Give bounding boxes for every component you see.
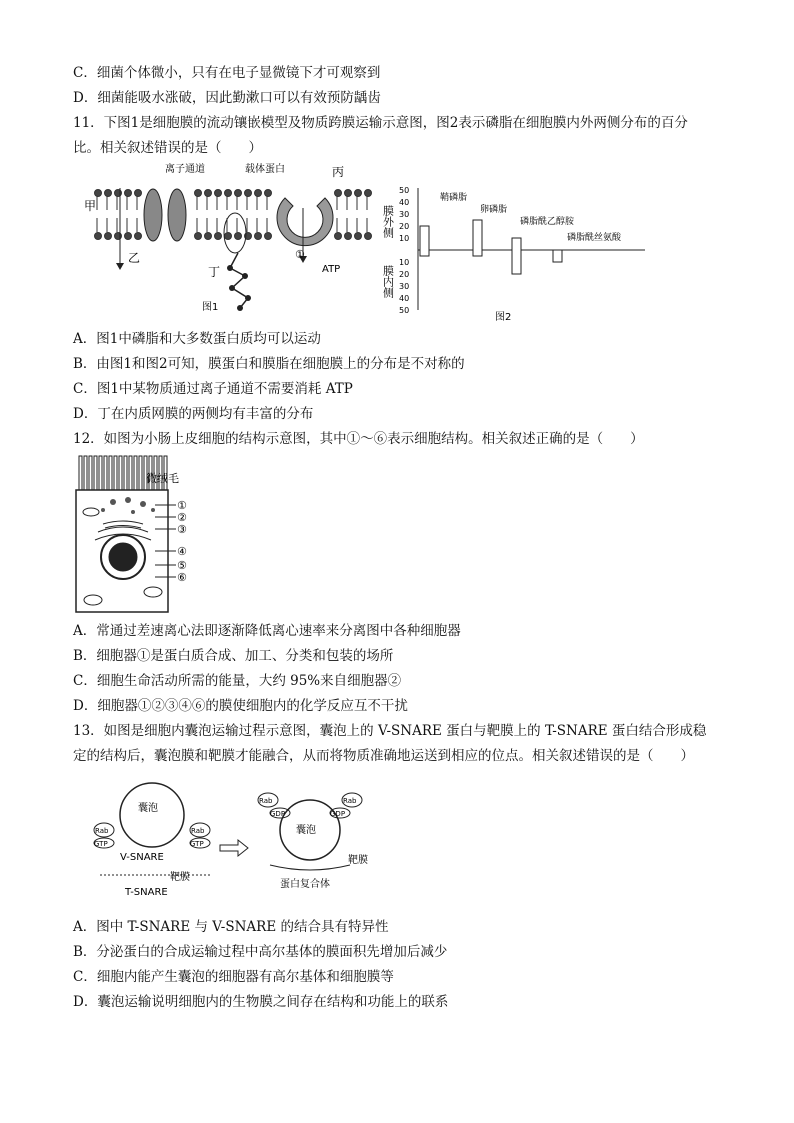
bar-0 [420, 226, 429, 256]
label-gtp-left: GTP [94, 840, 108, 848]
phospholipid-head [345, 233, 352, 240]
y-label-inner: 膜内侧 [381, 265, 395, 298]
label-rab-right-2: Rab [343, 797, 357, 805]
phospholipid-head [365, 190, 372, 197]
ion-channel-left-half [144, 189, 162, 241]
y-label-outer: 膜外侧 [381, 205, 395, 238]
q12-stem: 12．如图为小肠上皮细胞的结构示意图，其中①～⑥表示细胞结构。相关叙述正确的是（ ） [73, 431, 644, 447]
mitochondrion [83, 508, 99, 516]
microvillus [94, 456, 97, 490]
label-bing: 丙 [332, 165, 345, 179]
figure-1-membrane [80, 158, 380, 318]
phospholipid-head [135, 190, 142, 197]
phospholipid-head [125, 233, 132, 240]
microvillus [84, 456, 87, 490]
label-gdp-right: GDP [330, 810, 346, 818]
y-tick-label: 30 [399, 282, 410, 291]
microvillus [104, 456, 107, 490]
phospholipid-head [135, 233, 142, 240]
organelle-marker: ③ [177, 523, 187, 536]
ion-channel-right-half [168, 189, 186, 241]
microvillus [79, 456, 82, 490]
endoplasmic-reticulum [95, 527, 151, 540]
phospholipid-head [355, 190, 362, 197]
q12-option-d: D．细胞器①②③④⑥的膜使细胞内的化学反应互不干扰 [73, 698, 408, 714]
label-target-membrane-right: 靶膜 [348, 855, 368, 866]
q12-option-b: B．细胞器①是蛋白质合成、加工、分类和包装的场所 [73, 648, 394, 664]
q11-option-a: A．图1中磷脂和大多数蛋白质均可以运动 [73, 331, 321, 347]
phospholipid-head [105, 190, 112, 197]
label-v-snare: V-SNARE [120, 852, 164, 863]
label-rab-right-1: Rab [259, 797, 273, 805]
q13-option-a: A．图中 T-SNARE 与 V-SNARE 的结合具有特异性 [73, 919, 389, 935]
y-tick-label: 10 [399, 258, 410, 267]
phospholipid-head [95, 190, 102, 197]
q11-option-b: B．由图1和图2可知，膜蛋白和膜脂在细胞膜上的分布是不对称的 [73, 356, 465, 372]
bar-3 [553, 250, 562, 262]
phospholipid-head [125, 190, 132, 197]
phospholipid-head [265, 233, 272, 240]
figure-2-chart [381, 180, 655, 325]
phospholipid-head [225, 190, 232, 197]
carrier-protein-shape [277, 198, 333, 246]
phospholipid-head [195, 233, 202, 240]
label-target-membrane-left: 靶膜 [170, 872, 190, 883]
phospholipid-head [195, 190, 202, 197]
organelle-marker: ④ [177, 545, 187, 558]
y-tick-label: 30 [399, 210, 410, 219]
label-ion-channel: 离子通道 [165, 164, 205, 175]
phospholipid-head [355, 233, 362, 240]
phospholipid-head [215, 190, 222, 197]
q11-option-c: C．图1中某物质通过离子通道不需要消耗 ATP [73, 381, 353, 397]
microvillus [89, 456, 92, 490]
q11-stem-line1: 11．下图1是细胞膜的流动镶嵌模型及物质跨膜运输示意图，图2表示磷脂在细胞膜内外两侧分布的百分 [73, 115, 688, 131]
phospholipid-head [205, 190, 212, 197]
phospholipid-head [255, 233, 262, 240]
q13-stem-line1: 13．如图是细胞内囊泡运输过程示意图，囊泡上的 V-SNARE 蛋白与靶膜上的 T-SNARE 蛋白结合形成稳 [73, 723, 707, 739]
vesicle-left [120, 783, 184, 847]
phospholipid-head [345, 190, 352, 197]
y-tick-label: 40 [399, 198, 410, 207]
q13-stem-line2: 定的结构后，囊泡膜和靶膜才能融合，从而将物质准确地运送到相应的位点。相关叙述错误的是（ ） [73, 748, 694, 764]
q13-option-b: B．分泌蛋白的合成运输过程中高尔基体的膜面积先增加后减少 [73, 944, 448, 960]
phospholipid-head [265, 190, 272, 197]
phospholipid-head [235, 233, 242, 240]
q13-option-d: D．囊泡运输说明细胞内的生物膜之间存在结构和功能上的联系 [73, 994, 449, 1010]
mitochondrion [84, 595, 102, 605]
category-label: 磷脂酰丝氨酸 [567, 233, 622, 243]
figure-intestinal-cell [73, 452, 218, 617]
label-t-snare: T-SNARE [125, 887, 168, 898]
label-yi: 乙 [128, 251, 141, 265]
organelle-marker: ⑥ [177, 571, 187, 584]
microvillus [114, 456, 117, 490]
microvillus [139, 456, 142, 490]
process-arrow [220, 840, 248, 856]
microvillus [119, 456, 122, 490]
phospholipid-head [105, 233, 112, 240]
phospholipid-head [95, 233, 102, 240]
q13-option-c: C．细胞内能产生囊泡的细胞器有高尔基体和细胞膜等 [73, 969, 394, 985]
q10-option-d: D．细菌能吸水涨破，因此勤漱口可以有效预防龋齿 [73, 90, 381, 106]
nucleolus [109, 543, 137, 571]
q11-stem-line2: 比。相关叙述错误的是（ ） [73, 140, 262, 156]
phospholipid-head [255, 190, 262, 197]
target-membrane-right [270, 865, 350, 870]
y-tick-label: 20 [399, 270, 410, 279]
microvillus [109, 456, 112, 490]
label-rab-left-1: Rab [95, 827, 109, 835]
q10-option-c: C．细菌个体微小，只有在电子显微镜下才可观察到 [73, 65, 381, 81]
figure-vesicle-transport [80, 775, 400, 905]
y-tick-label: 50 [399, 186, 410, 195]
label-carrier-protein: 载体蛋白 [245, 164, 285, 175]
label-ding: 丁 [208, 265, 221, 279]
microvillus [129, 456, 132, 490]
category-label: 磷脂酰乙醇胺 [520, 217, 575, 227]
microvillus [124, 456, 127, 490]
y-tick-label: 10 [399, 234, 410, 243]
microvillus [134, 456, 137, 490]
bar-2 [512, 238, 521, 274]
q12-option-c: C．细胞生命活动所需的能量，大约 95%来自细胞器② [73, 673, 402, 689]
organelle-marker: ② [177, 511, 187, 524]
sugar-chain [230, 253, 248, 308]
label-protein-complex: 蛋白复合体 [280, 879, 330, 890]
microvillus [99, 456, 102, 490]
phospholipid-head [205, 233, 212, 240]
phospholipid-head [215, 233, 222, 240]
phospholipid-head [245, 190, 252, 197]
label-jia: 甲 [84, 199, 97, 213]
label-vesicle-left: 囊泡 [138, 803, 158, 814]
label-circle-one: ① [295, 248, 305, 261]
phospholipid-head [225, 233, 232, 240]
phospholipid-head [365, 233, 372, 240]
label-vesicle-right: 囊泡 [296, 825, 316, 836]
phospholipid-head [335, 190, 342, 197]
category-label: 鞘磷脂 [440, 193, 468, 203]
y-tick-label: 50 [399, 306, 410, 315]
category-label: 卵磷脂 [480, 205, 508, 215]
label-rab-left-2: Rab [191, 827, 205, 835]
q11-option-d: D．丁在内质网膜的两侧均有丰富的分布 [73, 406, 314, 422]
organelle-marker: ① [177, 499, 187, 512]
figure-1-caption: 图1 [202, 302, 219, 313]
label-gdp-left: GDP [270, 810, 286, 818]
phospholipid-head [235, 190, 242, 197]
y-tick-label: 40 [399, 294, 410, 303]
label-microvilli: 微绒毛 [146, 472, 179, 485]
mitochondrion [144, 587, 162, 597]
figure-2-caption: 图2 [495, 312, 512, 323]
organelle-marker: ⑤ [177, 559, 187, 572]
phospholipid-head [335, 233, 342, 240]
q12-option-a: A．常通过差速离心法即逐渐降低离心速率来分离图中各种细胞器 [73, 623, 461, 639]
bar-1 [473, 220, 482, 256]
y-tick-label: 20 [399, 222, 410, 231]
label-gtp-right: GTP [190, 840, 204, 848]
label-atp: ATP [322, 264, 341, 275]
